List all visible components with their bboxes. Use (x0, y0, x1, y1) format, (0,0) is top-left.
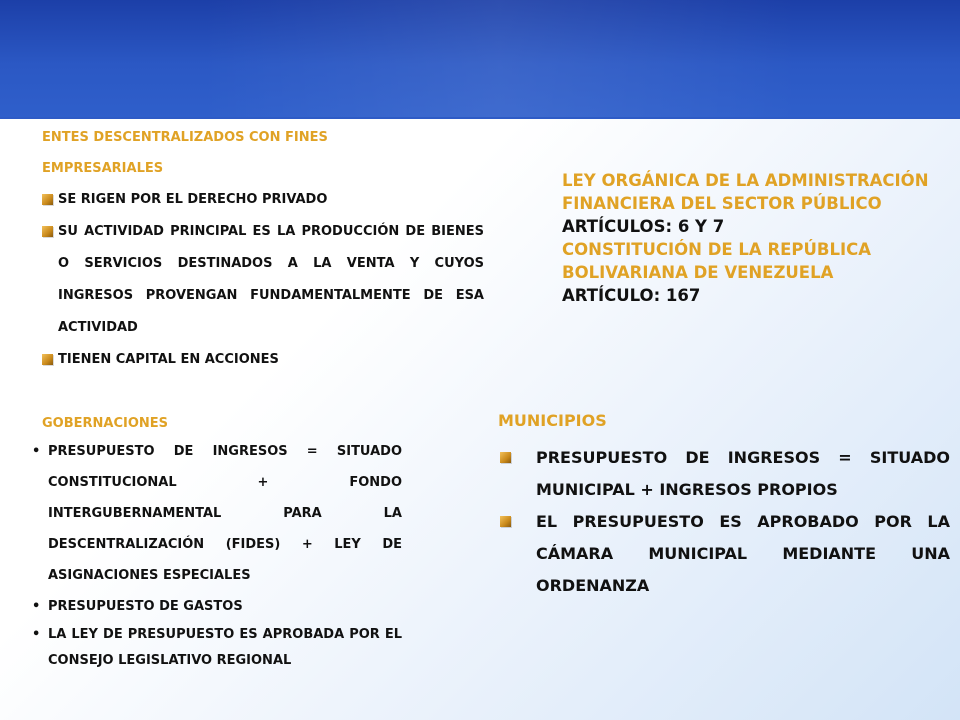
entes-item-text: SE RIGEN POR EL DERECHO PRIVADO (58, 192, 328, 207)
ley-organica-section (562, 169, 952, 307)
gobernaciones-item (32, 591, 402, 622)
gobernaciones-heading: GOBERNACIONES (42, 416, 169, 431)
entes-heading-line1: ENTES DESCENTRALIZADOS CON FINES (42, 130, 328, 145)
gobernaciones-item (32, 436, 402, 591)
entes-item (50, 344, 484, 376)
municipios-item-text: EL PRESUPUESTO ES APROBADO POR LA CÁMARA MUNICIPAL MEDIANTE UNA ORDENANZA (536, 512, 950, 595)
municipios-item-text: PRESUPUESTO DE INGRESOS = SITUADO MUNICIPAL + INGRESOS PROPIOS (536, 448, 950, 499)
constitucion-title-line1: CONSTITUCIÓN DE LA REPÚBLICA (562, 240, 872, 259)
constitucion-title-line2: BOLIVARIANA DE VENEZUELA (562, 263, 834, 282)
gobernaciones-item-text: LA LEY DE PRESUPUESTO ES APROBADA POR EL CONSEJO LEGISLATIVO REGIONAL (48, 627, 402, 668)
municipios-item (498, 506, 950, 602)
square-bullet-icon (500, 452, 511, 463)
square-bullet-icon (42, 354, 53, 365)
ley-articulos: ARTÍCULOS: 6 Y 7 (562, 217, 725, 236)
constitucion-articulo: ARTÍCULO: 167 (562, 286, 701, 305)
square-bullet-icon (500, 516, 511, 527)
entes-item-text: TIENEN CAPITAL EN ACCIONES (58, 352, 279, 367)
gobernaciones-item-text: PRESUPUESTO DE GASTOS (48, 599, 243, 614)
dot-bullet-icon: • (32, 627, 41, 642)
square-bullet-icon (42, 226, 53, 237)
entes-item-text: SU ACTIVIDAD PRINCIPAL ES LA PRODUCCIÓN DE BIENES O SERVICIOS DESTINADOS A LA VENTA Y CUYOS INGRESOS PROVENGAN FUNDAMENTALMENTE DE ESA ACTIVIDAD (58, 224, 484, 335)
municipios-heading: MUNICIPIOS (498, 411, 607, 430)
gobernaciones-item-text: PRESUPUESTO DE INGRESOS = SITUADO CONSTITUCIONAL + FONDO INTERGUBERNAMENTAL PARA LA DESCENTRALIZACIÓN (FIDES) + LEY DE ASIGNACIONES ESPECIALES (48, 444, 402, 583)
header-banner (0, 0, 960, 117)
ley-title-line1: LEY ORGÁNICA DE LA ADMINISTRACIÓN (562, 171, 929, 190)
gobernaciones-item (32, 622, 402, 674)
square-bullet-icon (42, 194, 53, 205)
header-divider (0, 117, 960, 119)
municipios-section (498, 408, 950, 602)
entes-heading-line2: EMPRESARIALES (42, 161, 164, 176)
dot-bullet-icon: • (32, 599, 41, 614)
municipios-item (498, 442, 950, 506)
entes-descentralizados-section (42, 122, 484, 376)
ley-title-line2: FINANCIERA DEL SECTOR PÚBLICO (562, 194, 882, 213)
entes-item (50, 216, 484, 344)
header-shine (200, 0, 800, 117)
gobernaciones-section (32, 412, 402, 674)
dot-bullet-icon: • (32, 444, 41, 459)
entes-item (50, 184, 484, 216)
